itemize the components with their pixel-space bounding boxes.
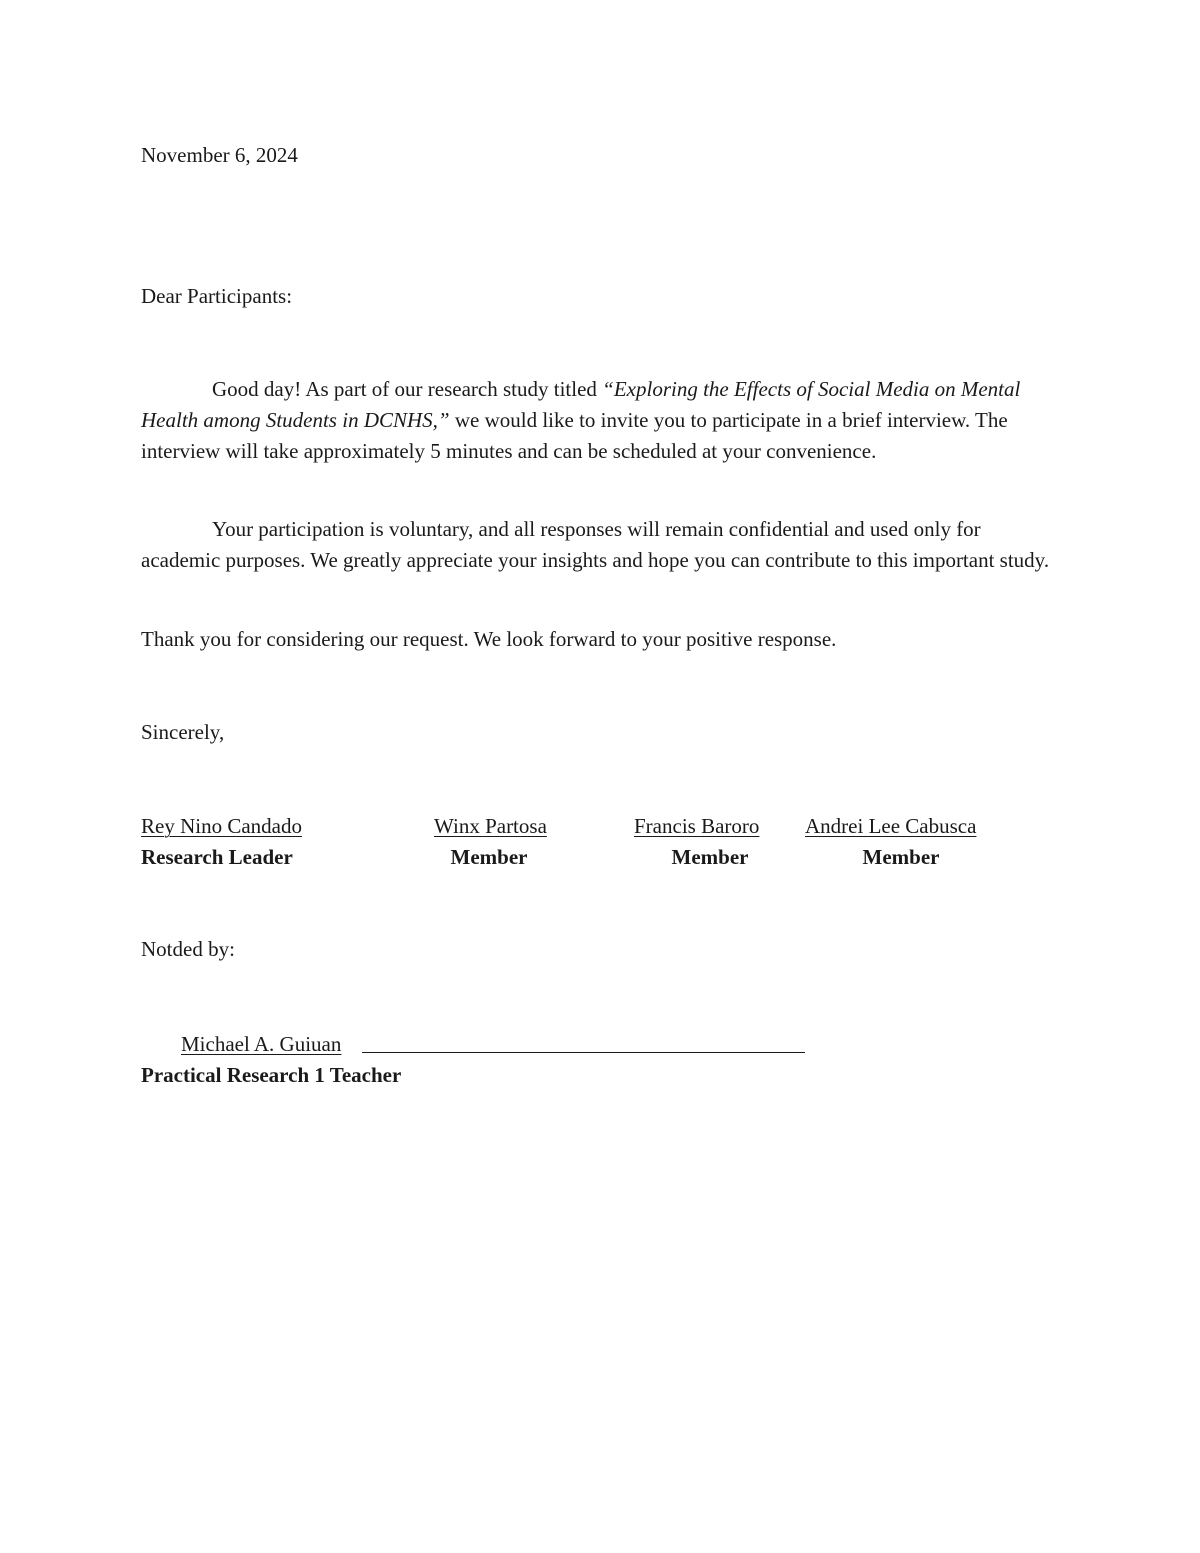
study-title: “Exploring the Effects of Social Media on Mental Health among Students in DCNHS,” <box>141 377 1021 432</box>
signatory-name: Rey Nino Candado <box>141 814 302 838</box>
paragraph-invitation <box>141 374 1056 467</box>
adviser-name: Michael A. Guiuan <box>181 1032 342 1056</box>
signatory-role: Member <box>862 845 940 869</box>
paragraph-invitation-details: we would like to invite you to participate in a brief interview. The interview will take approximately 5 minutes and can be scheduled at your convenience. <box>141 408 1008 463</box>
paragraph-confidentiality-text: Your participation is voluntary, and all responses will remain confidential and used only for academic purposes. We greatly appreciate your insights and hope you can contribute to this important study. <box>141 517 1050 572</box>
adviser-role: Practical Research 1 Teacher <box>141 1063 402 1087</box>
signatory-role: Member <box>450 845 528 869</box>
letter-date: November 6, 2024 <box>141 143 298 167</box>
noted-by-label: Notded by: <box>141 937 235 961</box>
closing: Sincerely, <box>141 720 225 744</box>
paragraph-confidentiality <box>141 514 1056 576</box>
signatory-role: Research Leader <box>141 845 293 869</box>
signatory-name: Francis Baroro <box>634 814 760 838</box>
signature-line <box>362 1052 805 1053</box>
salutation: Dear Participants: <box>141 284 293 308</box>
paragraph-invitation-intro: Good day! As part of our research study titled <box>212 377 603 401</box>
signatory-name: Winx Partosa <box>434 814 547 838</box>
signatory-name: Andrei Lee Cabusca <box>805 814 977 838</box>
paragraph-thanks: Thank you for considering our request. We look forward to your positive response. <box>141 627 837 651</box>
signatory-role: Member <box>671 845 749 869</box>
